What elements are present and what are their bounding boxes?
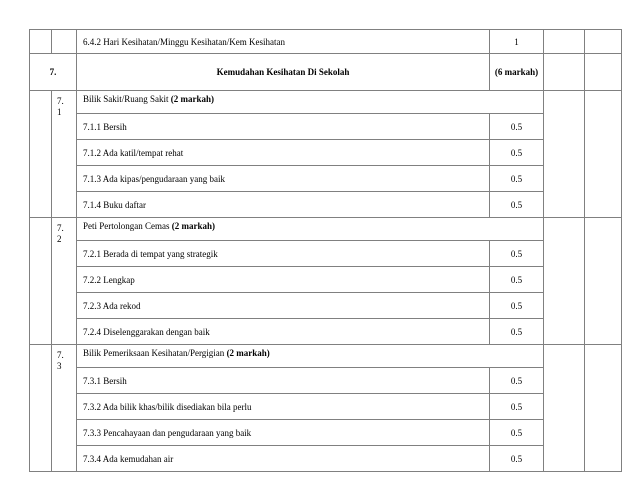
- subsection-header-row: [30, 218, 622, 241]
- item-value: 0.5: [490, 420, 544, 446]
- item-value: 0.5: [490, 394, 544, 420]
- item-label: 7.1.1 Bersih: [77, 114, 490, 140]
- item-label: 7.1.4 Buku daftar: [77, 192, 490, 218]
- subsection-number: [52, 91, 77, 218]
- subsection-number: [52, 218, 77, 345]
- remarks-cell[interactable]: [585, 91, 622, 218]
- table-row: [30, 166, 622, 192]
- subsection-header-row: [30, 345, 622, 368]
- subsection-header-row: [30, 91, 622, 114]
- item-label: 7.2.4 Diselenggarakan dengan baik: [77, 319, 490, 345]
- item-label: 7.2.1 Berada di tempat yang strategik: [77, 241, 490, 267]
- item-value: 0.5: [490, 293, 544, 319]
- table-row: [30, 446, 622, 472]
- item-label: 7.2.3 Ada rekod: [77, 293, 490, 319]
- table-row: [30, 293, 622, 319]
- item-value: 0.5: [490, 192, 544, 218]
- remarks-cell[interactable]: [585, 218, 622, 345]
- section-title: Kemudahan Kesihatan Di Sekolah: [77, 54, 490, 91]
- criteria-table: [29, 29, 622, 472]
- subsection-marks: (2 markah): [226, 348, 270, 358]
- table-row: [30, 241, 622, 267]
- table-row: [30, 140, 622, 166]
- subsection-title: [77, 345, 544, 368]
- subsection-number-line: 7.: [57, 96, 64, 106]
- item-value: 0.5: [490, 368, 544, 394]
- item-label: 7.3.1 Bersih: [77, 368, 490, 394]
- section-header-row: [30, 54, 622, 91]
- item-label: 7.3.4 Ada kemudahan air: [77, 446, 490, 472]
- item-value: 0.5: [490, 267, 544, 293]
- table-row: [30, 368, 622, 394]
- item-value: 1: [490, 30, 544, 54]
- table-row: [30, 319, 622, 345]
- item-label: 6.4.2 Hari Kesihatan/Minggu Kesihatan/Kem Kesihatan: [77, 30, 490, 54]
- subsection-marks: (2 markah): [170, 94, 215, 104]
- subsection-marks: (2 markah): [171, 221, 215, 231]
- remarks-cell[interactable]: [585, 30, 622, 54]
- item-value: 0.5: [490, 446, 544, 472]
- remarks-cell[interactable]: [585, 54, 622, 91]
- table-row: [30, 114, 622, 140]
- score-cell[interactable]: [544, 30, 585, 54]
- remarks-cell[interactable]: [585, 345, 622, 472]
- subsection-number-line: 7.: [57, 350, 64, 360]
- subsection-number-line: 2: [57, 234, 62, 244]
- item-label: 7.3.3 Pencahayaan dan pengudaraan yang baik: [77, 420, 490, 446]
- score-cell[interactable]: [544, 345, 585, 472]
- score-cell[interactable]: [544, 218, 585, 345]
- item-value: 0.5: [490, 140, 544, 166]
- subsection-number-line: 3: [57, 361, 62, 371]
- score-cell[interactable]: [544, 54, 585, 91]
- table-row: [30, 420, 622, 446]
- subsection-title: [77, 91, 544, 114]
- table-row: [30, 30, 622, 54]
- subsection-number-line: 1: [57, 107, 62, 117]
- item-value: 0.5: [490, 241, 544, 267]
- item-value: 0.5: [490, 166, 544, 192]
- item-value: 0.5: [490, 319, 544, 345]
- item-label: 7.3.2 Ada bilik khas/bilik disediakan bila perlu: [77, 394, 490, 420]
- subsection-title-text: Peti Pertolongan Cemas: [83, 221, 170, 231]
- item-label: 7.1.3 Ada kipas/pengudaraan yang baik: [77, 166, 490, 192]
- score-cell[interactable]: [544, 91, 585, 218]
- table-row: [30, 267, 622, 293]
- section-marks: (6 markah): [490, 54, 544, 91]
- table-row: [30, 192, 622, 218]
- subsection-number: [52, 345, 77, 472]
- subsection-number-line: 7.: [57, 223, 64, 233]
- subsection-title-text: Bilik Pemeriksaan Kesihatan/Pergigian: [83, 348, 225, 358]
- section-number: 7.: [30, 54, 77, 91]
- subsection-title-text: Bilik Sakit/Ruang Sakit: [83, 94, 169, 104]
- item-label: 7.1.2 Ada katil/tempat rehat: [77, 140, 490, 166]
- item-label: 7.2.2 Lengkap: [77, 267, 490, 293]
- subsection-title: [77, 218, 544, 241]
- table-row: [30, 394, 622, 420]
- item-value: 0.5: [490, 114, 544, 140]
